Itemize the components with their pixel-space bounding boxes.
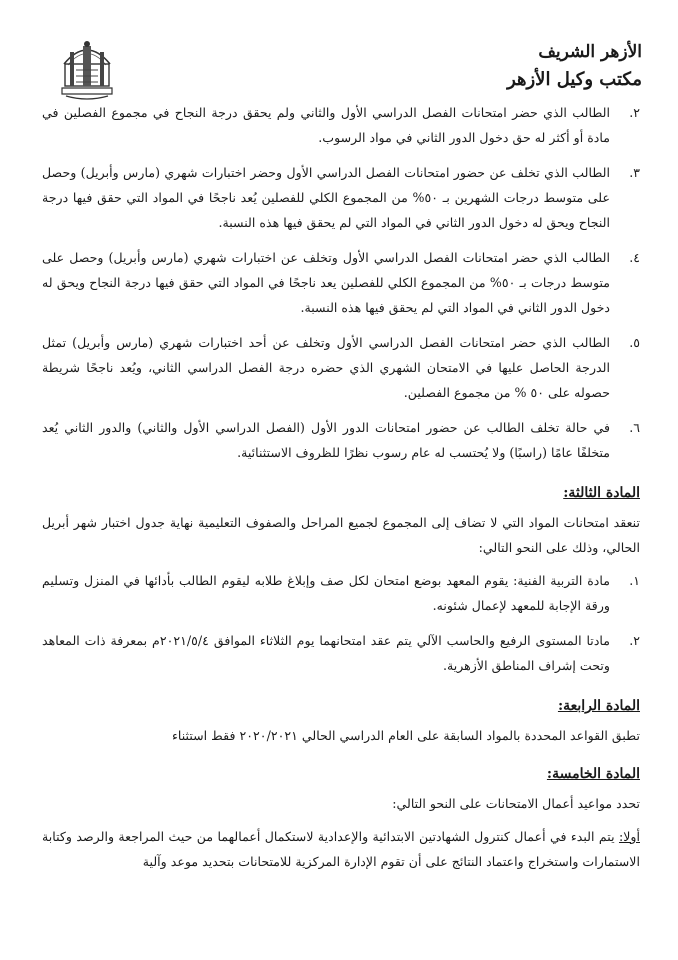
document-body: [42, 100, 640, 882]
item-number: ٦.: [629, 420, 640, 435]
item-number: ٤.: [629, 250, 640, 265]
article-3-heading: المادة الثالثة:: [563, 485, 640, 501]
institution-name: الأزهر الشريف: [538, 42, 642, 62]
item-number: ٢.: [629, 633, 640, 648]
clause-text: يتم البدء في أعمال كنترول الشهادتين الابتدائية والإعدادية لاستكمال أعمالهما من حيث المراجعة والرصد وكتابة الاستمارات واستخراج واعتماد النتائج على أن تقوم الإدارة المركزية للامتحانات بتحديد موعد وآلية: [42, 829, 640, 869]
article-5-intro: تحدد مواعيد أعمال الامتحانات على النحو التالي:: [392, 796, 640, 811]
item-number: ٣.: [629, 165, 640, 180]
list-item: [42, 415, 640, 465]
azhar-logo-icon: [56, 34, 118, 102]
item-text: الطالب الذي حضر امتحانات الفصل الدراسي الأول والثاني ولم يحقق درجة النجاح في مجموع الفصلين في مادة أو أكثر له حق دخول الدور الثاني في مواد الرسوب.: [42, 105, 610, 145]
list-item: [42, 100, 640, 150]
item-number: ٥.: [629, 335, 640, 350]
item-text: الطالب الذي حضر امتحانات الفصل الدراسي الأول وتخلف عن أحد اختبارات شهري (مارس وأبريل) تمثل الدرجة الحاصل عليها في الامتحان الشهري الذي حضره درجة الفصل الدراسي الثاني، ويُعد ناجحًا شريطة حصوله على ٥٠ % من مجموع الفصلين.: [42, 335, 610, 400]
article-4-text: تطبق القواعد المحددة بالمواد السابقة على العام الدراسي الحالي ٢٠٢٠/٢٠٢١ فقط استثناء: [171, 728, 640, 743]
article-3-intro: تنعقد امتحانات المواد التي لا تضاف إلى المجموع لجميع المراحل والصفوف التعليمية نهاية جدول اختبار شهر أبريل الحالي، وذلك على النحو التالي:: [42, 515, 640, 555]
list-item: [42, 160, 640, 235]
item-text: الطالب الذي حضر امتحانات الفصل الدراسي الأول وتخلف عن اختبارات شهري (مارس وأبريل) وحصل على متوسط درجات بـ ٥٠% من المجموع الكلي للفصلين يعد ناجحًا في المواد التي حقق فيها درجة النجاح ويحق له دخول الدور الثاني في المواد التي لم يحقق فيها هذه النسبة.: [42, 250, 611, 315]
item-text: مادة التربية الفنية: يقوم المعهد بوضع امتحان لكل صف وإبلاغ طلابه ليقوم الطالب بأدائها في المنزل وتسليم ورقة الإجابة للمعهد لإعمال شئونه.: [42, 573, 610, 613]
article-5-first-clause: [42, 824, 640, 874]
list-item: [42, 628, 640, 678]
item-number: ٢.: [629, 105, 640, 120]
item-text: الطالب الذي تخلف عن حضور امتحانات الفصل الدراسي الأول وحضر اختبارات شهري (مارس وأبريل) وحصل على متوسط درجات الشهرين بـ ٥٠% من المجموع الكلي للفصلين يُعد ناجحًا في المواد التي حقق فيها درجة النجاح ويحق له دخول الدور الثاني في المواد التي لم يحقق فيها هذه النسبة.: [42, 165, 610, 230]
letterhead-text: [507, 38, 642, 94]
list-item: [42, 330, 640, 405]
item-text: مادتا المستوى الرفيع والحاسب الآلي يتم عقد امتحانهما يوم الثلاثاء الموافق ٢٠٢١/٥/٤م بمعرفة ذات المعاهد وتحت إشراف المناطق الأزهرية.: [42, 633, 611, 673]
list-item: [42, 568, 640, 618]
office-name: مكتب وكيل الأزهر: [507, 69, 642, 90]
article-4-heading: المادة الرابعة:: [557, 698, 640, 714]
item-text: في حالة تخلف الطالب عن حضور امتحانات الدور الأول (الفصل الدراسي الأول والثاني) والدور الثاني يُعد متخلفًا عامًا (راسبًا) ولا يُحتسب له عام رسوب نظرًا للظروف الاستثنائية.: [42, 420, 610, 460]
article-5-heading: المادة الخامسة:: [546, 766, 640, 782]
list-item: [42, 245, 640, 320]
clause-label: أولا:: [618, 829, 640, 844]
letterhead: [40, 34, 642, 94]
item-number: ١.: [629, 573, 640, 588]
